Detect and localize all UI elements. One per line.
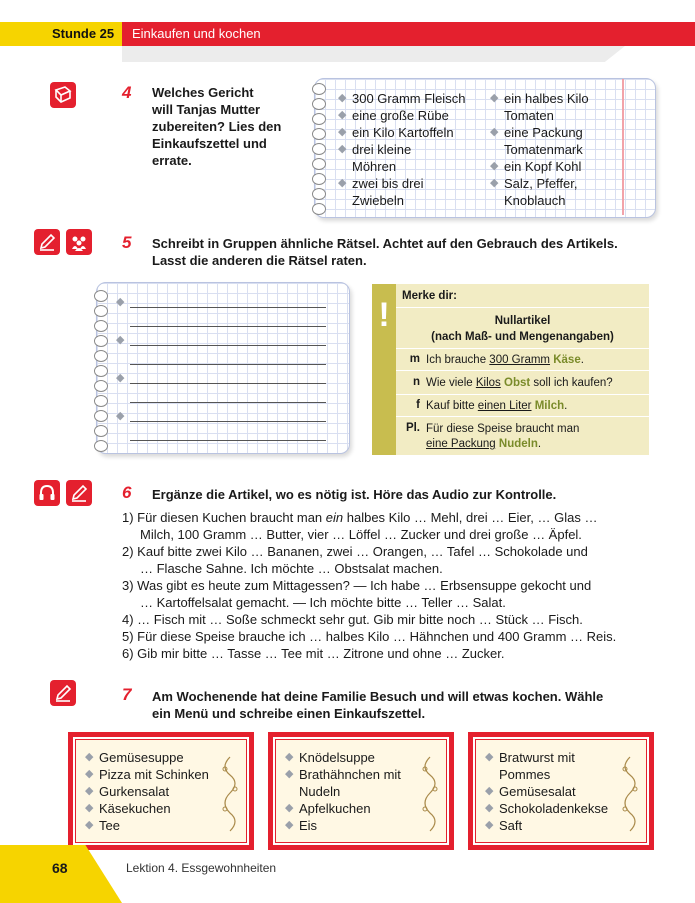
ornament-icon (617, 755, 643, 833)
diamond-bullet-icon: ◆ (490, 177, 499, 189)
list-item: ◆ drei kleine (338, 142, 412, 157)
exercise-7-number: 7 (122, 685, 132, 704)
grammar-note-row: m Ich brauche 300 Gramm Käse. (396, 348, 649, 371)
ornament-icon (217, 755, 243, 833)
pencil-icon (66, 480, 92, 506)
grammar-note-row: f Kauf bitte einen Liter Milch. (396, 394, 649, 417)
sentence-line: Milch, 100 Gramm … Butter, vier … Löffel … Zucker und drei große … Äpfel. (140, 527, 582, 542)
grammar-note-row: Pl. Für diese Speise braucht man eine Packung Nudeln. (396, 416, 649, 456)
sentence-line: 6) Gib mir bitte … Tasse … Tee mit … Zitrone und ohne … Zucker. (122, 646, 505, 661)
exercise-7-instruction: Am Wochenende hat deine Familie Besuch und will etwas kochen. Wähle ein Menü und schreibe einen Einkaufszettel. (152, 689, 604, 721)
writing-line[interactable] (116, 425, 326, 444)
writing-line[interactable] (116, 292, 326, 311)
diamond-bullet-icon: ◆ (485, 802, 494, 814)
list-item: ◆ Pizza mit Schinken (85, 767, 209, 782)
topic-title: Einkaufen und kochen (132, 26, 261, 41)
pencil-icon (50, 680, 76, 706)
writing-line[interactable] (116, 349, 326, 368)
grammar-note-header: Nullartikel (nach Maß- und Mengenangaben) (396, 307, 649, 349)
exercise-6-instruction: Ergänze die Artikel, wo es nötig ist. Höre das Audio zur Kontrolle. (152, 487, 557, 502)
list-item: ◆ ein Kopf Kohl (490, 159, 582, 174)
header-shadow-band (122, 46, 625, 62)
diamond-bullet-icon: ◆ (285, 802, 294, 814)
list-item: ◆ Eis (285, 818, 318, 833)
grammar-note-row: n Wie viele Kilos Obst soll ich kaufen? (396, 370, 649, 395)
menu-card[interactable] (68, 732, 254, 850)
list-item-continuation: Nudeln (299, 784, 341, 799)
notepad-spiral (94, 290, 108, 452)
group-icon (66, 229, 92, 255)
list-item: ◆ eine Packung (490, 125, 583, 140)
list-item: ◆ Gemüsesalat (485, 784, 576, 799)
notepad-spiral (312, 83, 326, 215)
exclamation-icon: ! (378, 296, 390, 334)
exercise-5-instruction: Schreibt in Gruppen ähnliche Rätsel. Achtet auf den Gebrauch des Artikels. Lasst die anderen die Rätsel raten. (152, 236, 618, 268)
diamond-bullet-icon: ◆ (338, 177, 347, 189)
menu-card[interactable] (468, 732, 654, 850)
writing-line[interactable] (116, 387, 326, 406)
list-item: ◆ Apfelkuchen (285, 801, 371, 816)
diamond-bullet-icon: ◆ (485, 819, 494, 831)
diamond-bullet-icon: ◆ (85, 785, 94, 797)
diamond-bullet-icon: ◆ (490, 92, 499, 104)
list-item: ◆ Salz, Pfeffer, (490, 176, 578, 191)
list-item: ◆ ein halbes Kilo (490, 91, 589, 106)
headphones-icon (34, 480, 60, 506)
diamond-bullet-icon: ◆ (285, 819, 294, 831)
list-item: ◆ Brathähnchen mit (285, 767, 401, 782)
diamond-bullet-icon: ◆ (490, 126, 499, 138)
list-item-continuation: Knoblauch (504, 193, 566, 208)
diamond-bullet-icon: ◆ (285, 768, 294, 780)
list-item: ◆ ein Kilo Kartoffeln (338, 125, 454, 140)
footer-lesson-title: Lektion 4. Essgewohnheiten (126, 861, 277, 875)
menu-card[interactable] (268, 732, 454, 850)
diamond-bullet-icon: ◆ (116, 372, 125, 384)
list-item-continuation: Pommes (499, 767, 551, 782)
diamond-bullet-icon: ◆ (338, 143, 347, 155)
diamond-bullet-icon: ◆ (85, 751, 94, 763)
diamond-bullet-icon: ◆ (485, 785, 494, 797)
list-item: ◆ Schokoladenkekse (485, 801, 609, 816)
shopping-list-left (338, 90, 488, 209)
sentence-line: … Flasche Sahne. Ich möchte … Obstsalat machen. (140, 561, 443, 576)
exercise-6-sentences (122, 509, 652, 662)
grammar-note-title: Merke dir: (402, 290, 457, 302)
list-item-continuation: Tomaten (504, 108, 554, 123)
list-item: ◆ Saft (485, 818, 523, 833)
ornament-icon (417, 755, 443, 833)
exercise-6-number: 6 (122, 483, 132, 502)
list-item: ◆ Knödelsuppe (285, 750, 375, 765)
pencil-icon (34, 229, 60, 255)
diamond-bullet-icon: ◆ (338, 92, 347, 104)
list-item: ◆ Bratwurst mit (485, 750, 575, 765)
shopping-list-right (490, 90, 620, 209)
diamond-bullet-icon: ◆ (285, 751, 294, 763)
diamond-bullet-icon: ◆ (116, 296, 125, 308)
sentence-line: 3) Was gibt es heute zum Mittagessen? — Ich habe … Erbsensuppe gekocht und (122, 578, 592, 593)
page-number: 68 (52, 860, 68, 876)
writing-line[interactable] (116, 406, 326, 425)
writing-line[interactable] (116, 368, 326, 387)
lesson-label: Stunde 25 (52, 26, 115, 41)
writing-line[interactable] (116, 330, 326, 349)
list-item: ◆ zwei bis drei (338, 176, 424, 191)
diamond-bullet-icon: ◆ (485, 751, 494, 763)
writing-lines (116, 292, 326, 444)
diamond-bullet-icon: ◆ (85, 768, 94, 780)
exercise-4-question: Welches Gericht will Tanjas Mutter zubereiten? Lies den Einkaufszettel und errate. (152, 85, 282, 168)
list-item-continuation: Tomatenmark (504, 142, 583, 157)
list-item: ◆ eine große Rübe (338, 108, 449, 123)
exercise-5-number: 5 (122, 233, 132, 252)
writing-line[interactable] (116, 311, 326, 330)
list-item-continuation: Möhren (352, 159, 397, 174)
list-item: ◆ 300 Gramm Fleisch (338, 91, 466, 106)
list-item: ◆ Gemüsesuppe (85, 750, 184, 765)
sentence-line: 5) Für diese Speise brauche ich … halbes Kilo … Hähnchen und 400 Gramm … Reis. (122, 629, 617, 644)
list-item: ◆ Gurkensalat (85, 784, 170, 799)
exercise-4-number: 4 (122, 83, 132, 102)
sentence-line: … Kartoffelsalat gemacht. — Ich möchte bitte … Teller … Salat. (140, 595, 506, 610)
sentence-line: 1) Für diesen Kuchen braucht man ein halbes Kilo … Mehl, drei … Eier, … Glas … (122, 510, 598, 525)
diamond-bullet-icon: ◆ (490, 160, 499, 172)
diamond-bullet-icon: ◆ (116, 334, 125, 346)
notepad-margin-line (622, 79, 624, 215)
diamond-bullet-icon: ◆ (338, 126, 347, 138)
diamond-bullet-icon: ◆ (85, 819, 94, 831)
list-item-continuation: Zwiebeln (352, 193, 405, 208)
list-item: ◆ Tee (85, 818, 120, 833)
diamond-bullet-icon: ◆ (338, 109, 347, 121)
sentence-line: 2) Kauf bitte zwei Kilo … Bananen, zwei … Orangen, … Tafel … Schokolade und (122, 544, 588, 559)
book-icon (50, 82, 76, 108)
sentence-line: 4) … Fisch mit … Soße schmeckt sehr gut. Gib mir bitte noch … Stück … Fisch. (122, 612, 583, 627)
diamond-bullet-icon: ◆ (85, 802, 94, 814)
list-item: ◆ Käsekuchen (85, 801, 171, 816)
diamond-bullet-icon: ◆ (116, 410, 125, 422)
